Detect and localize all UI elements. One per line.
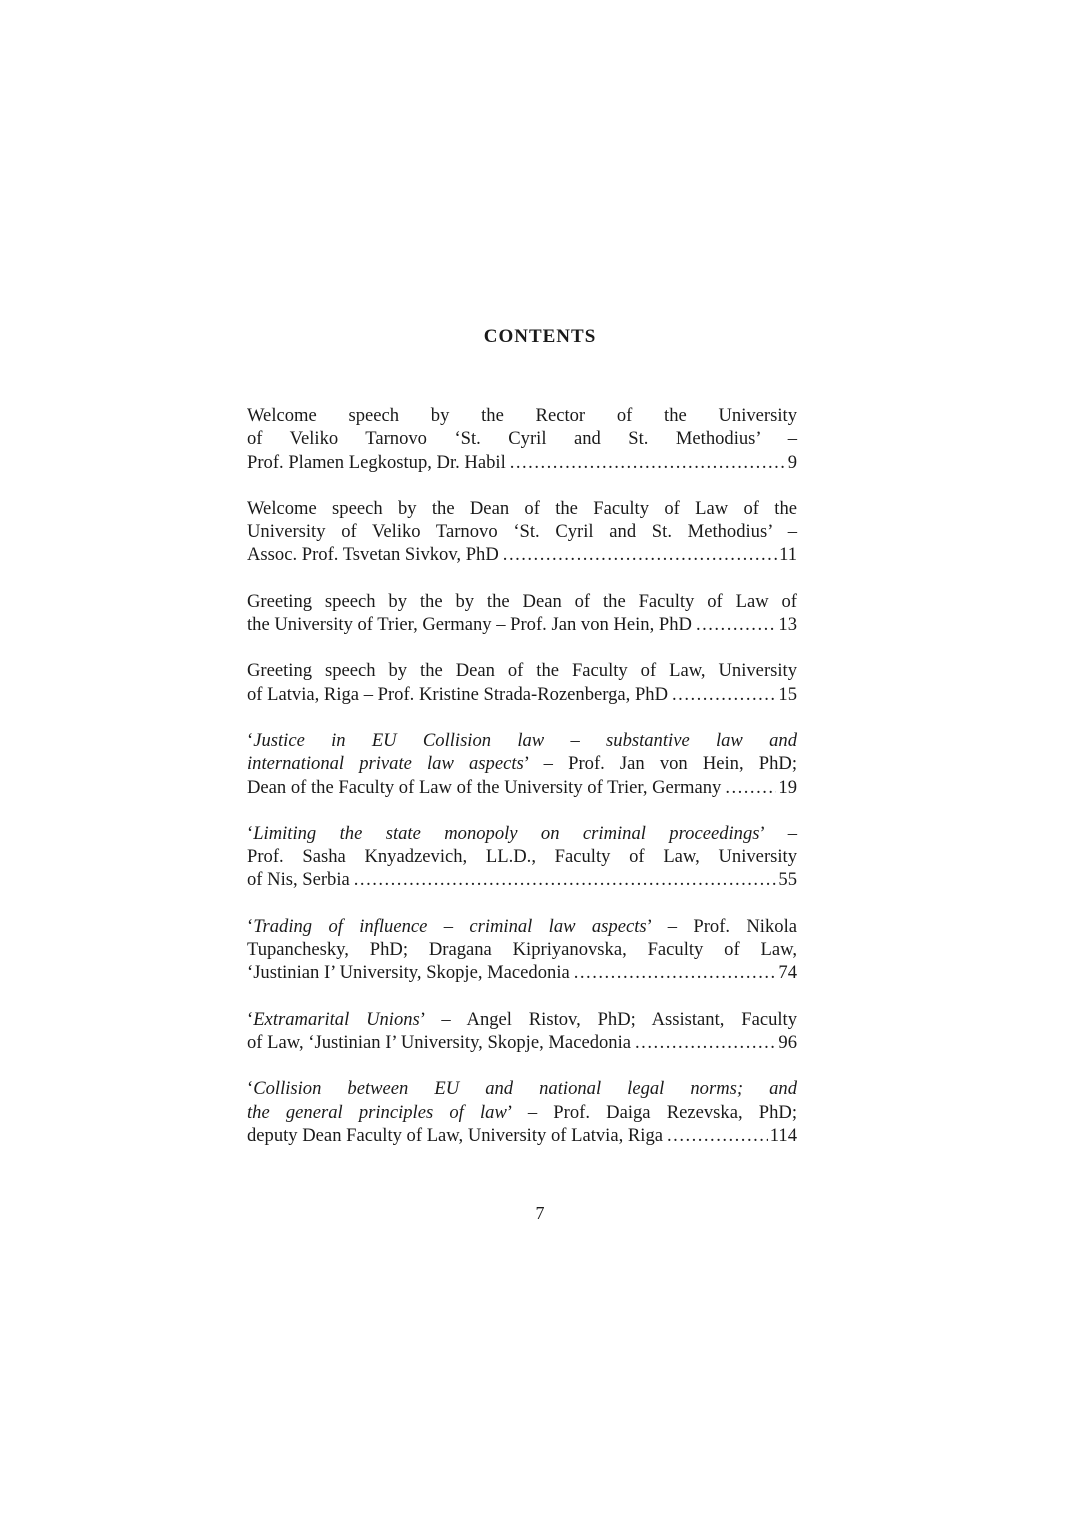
text-segment: Greeting speech by the Dean of the Faculty of Law, University: [247, 660, 797, 682]
text-segment: the University of Trier, Germany – Prof. Jan von Hein, PhD: [247, 614, 692, 636]
toc-entry-line: [247, 1077, 797, 1100]
toc-entry-line: [247, 938, 797, 961]
toc-entry-text: [247, 543, 499, 566]
dot-leader: [635, 1031, 776, 1054]
table-of-contents: [247, 404, 797, 1170]
dot-leader: [354, 868, 777, 891]
toc-page-number: 9: [787, 451, 797, 473]
text-segment: of Nis, Serbia: [247, 869, 350, 891]
toc-entry-6: [247, 822, 797, 892]
toc-page-number: 13: [778, 614, 797, 636]
toc-entry-5: [247, 729, 797, 799]
toc-entry-text: [247, 1124, 663, 1147]
toc-entry-line: [247, 404, 797, 427]
dot-leader: [503, 543, 777, 566]
text-segment: ‘Justinian I’ University, Skopje, Macedonia: [247, 962, 570, 984]
toc-page-number: 19: [778, 776, 797, 798]
toc-entry-last-line: [247, 776, 797, 799]
text-segment: University of Veliko Tarnovo ‘St. Cyril and St. Methodius’ –: [247, 521, 797, 543]
text-segment: ‘: [247, 915, 254, 937]
text-segment: of Law, ‘Justinian I’ University, Skopje, Macedonia: [247, 1031, 632, 1053]
text-segment: Greeting speech by the by the Dean of the Faculty of Law of: [247, 590, 797, 612]
toc-entry-line: [247, 1101, 797, 1124]
text-segment: ‘: [247, 822, 254, 844]
toc-entry-line: [247, 590, 797, 613]
toc-entry-text: [247, 961, 570, 984]
toc-entry-line: [247, 915, 797, 938]
italic-title-text: Limiting the state monopoly on criminal proceedings: [253, 822, 760, 844]
toc-entry-line: [247, 497, 797, 520]
text-segment: Assoc. Prof. Tsvetan Sivkov, PhD: [247, 544, 499, 566]
text-segment: deputy Dean Faculty of Law, University of Latvia, Riga: [247, 1124, 664, 1146]
toc-entry-text: [247, 451, 506, 474]
toc-entry-7: [247, 915, 797, 985]
toc-entry-last-line: [247, 683, 797, 706]
text-segment: Welcome speech by the Rector of the University: [247, 405, 797, 426]
toc-entry-line: [247, 729, 797, 752]
toc-entry-last-line: [247, 613, 797, 636]
italic-title-text: Trading of influence – criminal law aspects: [253, 915, 647, 937]
toc-entry-text: [247, 1031, 631, 1054]
toc-page-number: 96: [778, 1031, 797, 1053]
text-segment: ’ – Angel Ristov, PhD; Assistant, Faculty: [419, 1008, 798, 1030]
toc-entry-3: [247, 590, 797, 637]
toc-entry-last-line: [247, 1031, 797, 1054]
toc-entry-4: [247, 659, 797, 706]
italic-title-text: Justice in EU Collision law – substantive law and: [253, 729, 797, 751]
text-segment: of Latvia, Riga – Prof. Kristine Strada-Rozenberga, PhD: [247, 683, 669, 705]
toc-page-number: 11: [779, 544, 797, 566]
toc-entry-line: [247, 822, 797, 845]
dot-leader: [725, 776, 776, 799]
toc-page-number: 114: [769, 1124, 797, 1146]
toc-entry-line: [247, 1008, 797, 1031]
toc-entry-last-line: [247, 543, 797, 566]
toc-entry-last-line: [247, 961, 797, 984]
toc-page-number: 74: [778, 962, 797, 984]
text-segment: ‘: [247, 1078, 254, 1100]
text-segment: Prof. Plamen Legkostup, Dr. Habil: [247, 451, 506, 473]
toc-entry-line: [247, 427, 797, 450]
italic-title-text: the general principles of law: [247, 1101, 507, 1123]
toc-entry-2: [247, 497, 797, 567]
toc-entry-8: [247, 1008, 797, 1055]
toc-entry-line: [247, 752, 797, 775]
dot-leader: [574, 961, 777, 984]
page-title: CONTENTS: [483, 326, 597, 347]
toc-entry-last-line: [247, 868, 797, 891]
text-segment: Dean of the Faculty of Law of the University of Trier, Germany: [247, 776, 722, 798]
text-segment: ‘: [247, 729, 254, 751]
italic-title-text: international private law aspects: [247, 753, 524, 775]
text-segment: of Veliko Tarnovo ‘St. Cyril and St. Methodius’ –: [247, 428, 797, 450]
text-segment: Prof. Sasha Knyadzevich, LL.D., Faculty of Law, University: [247, 846, 797, 868]
italic-title-text: Extramarital Unions: [253, 1008, 420, 1030]
dot-leader: [696, 613, 776, 636]
toc-entry-last-line: [247, 1124, 797, 1147]
text-segment: ‘: [247, 1008, 254, 1030]
dot-leader: [510, 451, 786, 474]
toc-entry-line: [247, 659, 797, 682]
toc-entry-text: [247, 868, 350, 891]
text-segment: ’ – Prof. Daiga Rezevska, PhD;: [506, 1101, 797, 1123]
toc-entry-9: [247, 1077, 797, 1147]
toc-page-number: 15: [778, 683, 797, 705]
text-segment: ’ – Prof. Nikola: [646, 915, 797, 937]
dot-leader: [667, 1124, 768, 1147]
toc-entry-last-line: [247, 451, 797, 474]
text-segment: Tupanchesky, PhD; Dragana Kipriyanovska, Faculty of Law,: [247, 939, 797, 961]
italic-title-text: Collision between EU and national legal norms; and: [253, 1078, 797, 1100]
toc-entry-text: [247, 613, 692, 636]
dot-leader: [672, 683, 776, 706]
toc-entry-text: [247, 683, 668, 706]
toc-entry-text: [247, 776, 721, 799]
toc-page-number: 55: [778, 869, 797, 891]
text-segment: ’ – Prof. Jan von Hein, PhD;: [523, 753, 797, 775]
text-segment: Welcome speech by the Dean of the Faculty of Law of the: [247, 497, 797, 519]
page-number: 7: [535, 1203, 545, 1223]
toc-entry-1: [247, 404, 797, 474]
toc-entry-line: [247, 845, 797, 868]
text-segment: ’ –: [759, 822, 797, 844]
toc-entry-line: [247, 520, 797, 543]
